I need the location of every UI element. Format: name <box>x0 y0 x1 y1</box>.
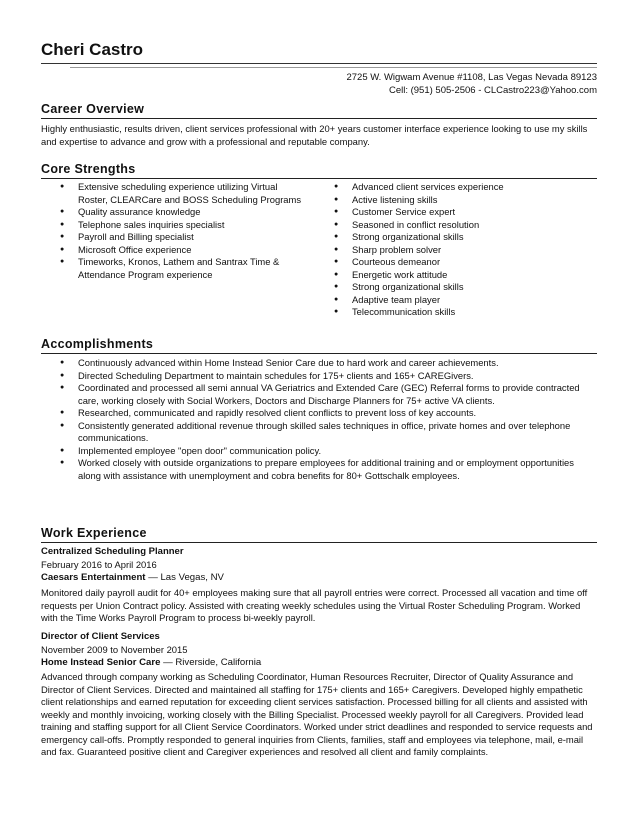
list-item: ● Telecommunication skills <box>332 306 592 319</box>
applicant-name: Cheri Castro <box>41 40 144 59</box>
list-item: ● Implemented employee "open door" communication policy. <box>58 445 596 458</box>
list-item: ● Worked closely with outside organizations to prepare employees for additional training and or employment opportunities along with assistance with unemployment and cobra benefits for 80+ Gottschalk employees. <box>58 457 596 482</box>
job-dates: November 2009 to November 2015 <box>41 644 188 655</box>
strengths-left-column <box>58 181 308 281</box>
job-title: Centralized Scheduling Planner <box>41 546 184 557</box>
contact-block <box>346 71 597 97</box>
job-company-line <box>41 657 261 668</box>
list-item: ● Timeworks, Kronos, Lathem and Santrax Time & Attendance Program experience <box>58 256 308 281</box>
list-item: ● Adaptive team player <box>332 294 592 307</box>
core-strengths-divider <box>41 178 597 179</box>
work-experience-divider <box>41 542 597 543</box>
accomplishments-divider <box>41 353 597 354</box>
career-overview-divider <box>41 118 597 119</box>
list-item: ● Consistently generated additional revenue through skilled sales techniques in office, private homes and over telephone communications. <box>58 420 596 445</box>
list-item: ● Sharp problem solver <box>332 244 592 257</box>
separator: — <box>163 657 173 668</box>
list-item: ● Courteous demeanor <box>332 256 592 269</box>
header-divider <box>41 63 597 64</box>
career-overview-heading: Career Overview <box>41 102 145 116</box>
list-item: ● Strong organizational skills <box>332 281 592 294</box>
job-company-line <box>41 572 224 583</box>
strengths-right-column <box>332 181 592 319</box>
job-location: Las Vegas, NV <box>160 572 224 583</box>
job-dates: February 2016 to April 2016 <box>41 559 157 570</box>
separator: — <box>148 572 158 583</box>
list-item: ● Advanced client services experience <box>332 181 592 194</box>
accomplishments-heading: Accomplishments <box>41 337 154 351</box>
list-item: ● Microsoft Office experience <box>58 244 308 257</box>
list-item: ● Customer Service expert <box>332 206 592 219</box>
accomplishments-list <box>58 357 596 482</box>
address-line: 2725 W. Wigwam Avenue #1108, Las Vegas Nevada 89123 <box>346 72 597 83</box>
phone-email-line: Cell: (951) 505-2506 - CLCastro223@Yahoo.com <box>388 85 597 96</box>
list-item: ● Extensive scheduling experience utilizing Virtual Roster, CLEARCare and BOSS Scheduling Programs <box>58 181 308 206</box>
job-description: Advanced through company working as Scheduling Coordinator, Human Resources Recruiter, Director of Quality Assurance and Director of Client Services. Directed and maintained all staffing for 175+ clients and 165+ Caregivers. Developed highly empathetic client relationships and earned reputation for exceeding client services satisfaction. Processed billing for all clients and assisted with weekly and monthly invoicing, working closely with the Billing Specialist. Processed weekly payroll for all Caregivers. Provided lead training and staffing support for all Client Service Coordinators. Worked under strict deadlines and responded to service requests and emergency call-offs. Promptly responded to general inquiries from Clients, families, staff and employees via telephone, mail, e-mail and fax. Guaranteed positive client and Caregiver experiences and resolved all client and family complaints. <box>41 671 593 757</box>
list-item: ● Coordinated and processed all semi annual VA Geriatrics and Extended Care (GEC) Referral forms to provide contracted care, working closely with Social Workers, Doctors and Discharge Planners for 75+ active VA clients. <box>58 382 596 407</box>
list-item: ● Energetic work attitude <box>332 269 592 282</box>
list-item: ● Continuously advanced within Home Instead Senior Care due to hard work and career achievements. <box>58 357 596 370</box>
job-location: Riverside, California <box>175 657 262 668</box>
list-item: ● Strong organizational skills <box>332 231 592 244</box>
list-item: ● Researched, communicated and rapidly resolved client conflicts to prevent loss of key accounts. <box>58 407 596 420</box>
work-experience-heading: Work Experience <box>41 526 147 540</box>
job-description: Monitored daily payroll audit for 40+ employees making sure that all payroll entries were correct. Processed all vacation and time off requests per Union Contract policy. Assisted with creating weekly schedules using the Virtual Roster Scheduling Program. Worked with the Time Works Payroll Program to process bi-weekly payroll. <box>41 587 588 623</box>
company-name: Home Instead Senior Care <box>41 657 161 668</box>
list-item: ● Payroll and Billing specialist <box>58 231 308 244</box>
list-item: ● Telephone sales inquiries specialist <box>58 219 308 232</box>
list-item: ● Seasoned in conflict resolution <box>332 219 592 232</box>
career-overview-text: Highly enthusiastic, results driven, client services professional with 20+ years customer interface experience looking to use my skills and expertise to advance and grow with a professional and reputable company. <box>41 123 588 147</box>
list-item: ● Active listening skills <box>332 194 592 207</box>
job-title: Director of Client Services <box>41 631 160 642</box>
header-divider-secondary <box>70 67 597 68</box>
core-strengths-heading: Core Strengths <box>41 162 136 176</box>
list-item: ● Quality assurance knowledge <box>58 206 308 219</box>
list-item: ● Directed Scheduling Department to maintain schedules for 175+ clients and 165+ CAREGivers. <box>58 370 596 383</box>
company-name: Caesars Entertainment <box>41 572 146 583</box>
